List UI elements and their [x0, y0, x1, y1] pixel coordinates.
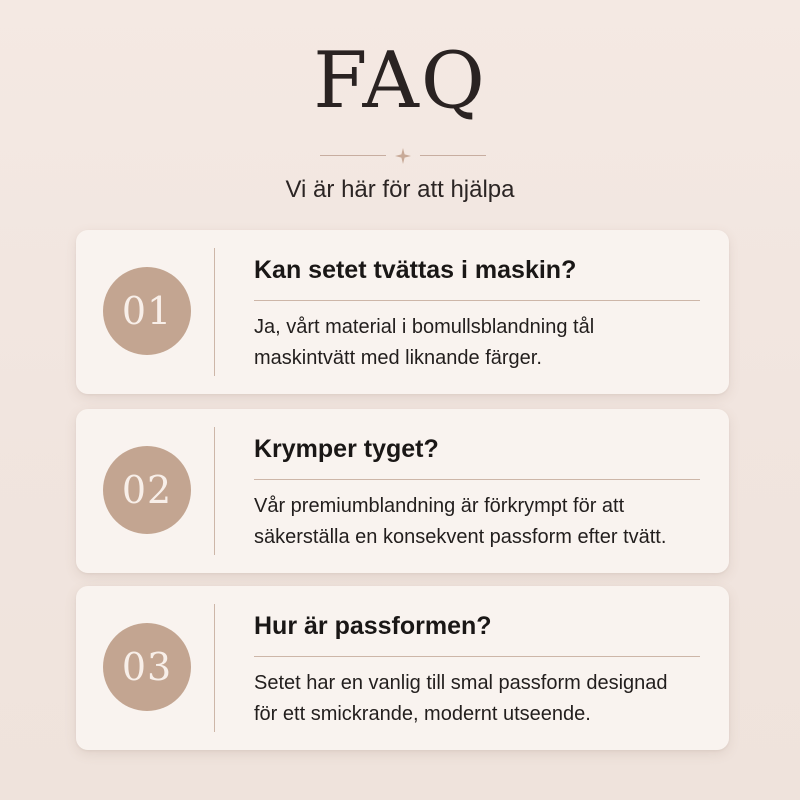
faq-header: [0, 0, 800, 220]
faq-answer-line: säkerställa en konsekvent passform efter tvätt.: [254, 526, 667, 548]
faq-number: 01: [121, 289, 173, 333]
faq-card-3[interactable]: [76, 586, 729, 750]
faq-question: Krymper tyget?: [254, 435, 439, 463]
faq-number: 03: [121, 645, 173, 689]
page-title: FAQ: [313, 36, 487, 126]
faq-answer: [254, 312, 724, 374]
faq-number: 02: [121, 468, 173, 512]
question-divider: [254, 300, 700, 301]
faq-question: Hur är passformen?: [254, 612, 492, 640]
number-badge: [103, 267, 191, 355]
title-divider: [320, 148, 486, 164]
faq-answer: [254, 668, 724, 730]
number-badge: [103, 446, 191, 534]
faq-card-2[interactable]: [76, 409, 729, 573]
divider-line-right: [420, 155, 486, 156]
divider-line-left: [320, 155, 386, 156]
page-subtitle: Vi är här för att hjälpa: [285, 176, 515, 203]
number-badge: [103, 623, 191, 711]
vertical-divider: [214, 427, 215, 555]
vertical-divider: [214, 604, 215, 732]
faq-answer-line: Vår premiumblandning är förkrympt för att: [254, 495, 625, 517]
faq-answer-line: maskintvätt med liknande färger.: [254, 347, 542, 369]
sparkle-icon: [395, 148, 411, 164]
question-divider: [254, 479, 700, 480]
faq-answer: [254, 491, 724, 553]
question-divider: [254, 656, 700, 657]
faq-answer-line: Ja, vårt material i bomullsblandning tål: [254, 316, 595, 338]
faq-answer-line: Setet har en vanlig till smal passform designad: [254, 672, 668, 694]
faq-question: Kan setet tvättas i maskin?: [254, 256, 577, 284]
faq-card-1[interactable]: [76, 230, 729, 394]
vertical-divider: [214, 248, 215, 376]
faq-answer-line: för ett smickrande, modernt utseende.: [254, 703, 591, 725]
